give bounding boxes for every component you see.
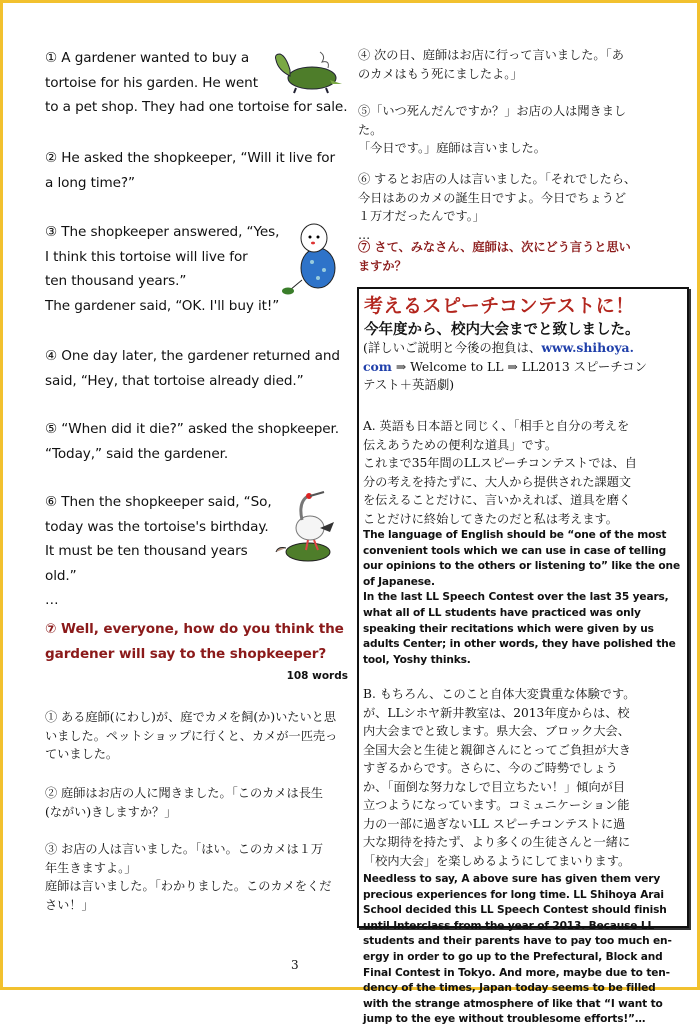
section-a-english [363, 528, 680, 668]
text-line: 「今日です。」庭師は言いました。 [358, 141, 546, 155]
text-line: ていました。 [45, 747, 119, 761]
english-para-5 [45, 417, 339, 466]
intro-end: テスト＋英語劇) [363, 377, 455, 392]
text-line: 伝えあうための便利な道具」です。 [363, 437, 558, 452]
text-line: Final Contest in Tokyo. And more, maybe due to ten- [363, 966, 670, 979]
text-line: 庭師は言いました。「わかりました。このカメをくだ [45, 879, 332, 893]
text-line: ③ お店の人は言いました。「はい。このカメは１万 [45, 842, 324, 856]
text-line: ② 庭師はお店の人に聞きました。「このカメは長生 [45, 786, 324, 800]
japanese-para-5 [358, 102, 626, 158]
japanese-para-2 [45, 784, 323, 821]
text-line: すぎるからです。さらに、今のご時勢でしょう [363, 761, 618, 775]
section-b-english [363, 872, 672, 1028]
text-line: いました。ペットショップに行くと、カメが一匹売っ [45, 728, 338, 743]
text-line: ③ The shopkeeper answered, “Yes, [45, 224, 280, 240]
text-line: ① A gardener wanted to buy a [45, 50, 250, 66]
text-line: what all of LL students have practiced was only [363, 606, 641, 619]
text-line: tortoise for his garden. He went [45, 74, 258, 91]
text-line: 全国大会と生徒と親御さんにとってご負担が大き [363, 742, 631, 757]
text-line: ⑤ “When did it die?” asked the shopkeeper. [45, 421, 339, 437]
notice-title: 考えるスピーチコンテストに！ [364, 295, 635, 317]
text-line: a long time?” [45, 174, 135, 191]
text-line: Needless to say, A above sure has given them very [363, 873, 661, 885]
text-line: ⑦ さて、みなさん、庭師は、次にどう言うと思い [358, 240, 631, 254]
section-a-japanese [363, 417, 637, 528]
page-number: 3 [291, 958, 299, 972]
text-line: A. 英語も日本語と同じく、「相手と自分の考えを [363, 419, 630, 433]
text-line: 分の考えを持たずに、大人から提供された課題文 [363, 474, 632, 489]
japanese-question [358, 238, 631, 275]
japanese-para-3 [45, 840, 331, 914]
text-line: precious experiences for long time. LL Shihoya Arai [363, 888, 664, 901]
section-b-japanese [363, 685, 635, 870]
text-line: “Today,” said the gardener. [45, 445, 229, 462]
text-line: adults Center; in other words, they have polished the [363, 638, 676, 651]
text-line: In the last LL Speech Contest over the last 35 years, [363, 591, 669, 604]
text-line: か、「面倒な努力なしで目立ちたい！」傾向が目 [363, 779, 626, 794]
text-line: old.” [45, 567, 77, 584]
japanese-para-6 [358, 170, 636, 244]
text-line: のカメはもう死にましたよ。」 [358, 66, 523, 81]
text-line: of Japanese. [363, 575, 435, 588]
text-line: ことだけに終始してきたのだと私は考えます。 [363, 511, 618, 526]
text-line: さい！」 [45, 897, 94, 912]
text-line: gardener will say to the shopkeeper? [45, 645, 327, 662]
text-line: ② He asked the shopkeeper, “Will it live for [45, 150, 335, 166]
text-line: The language of English should be “one of the most [363, 529, 667, 541]
text-line: It must be ten thousand years [45, 543, 248, 559]
speech-contest-notice [357, 287, 689, 1026]
text-line: students and their parents have to pay too much en- [363, 935, 672, 948]
text-line: ten thousand years.” [45, 273, 187, 289]
person-walking-tortoise-illustration [282, 218, 352, 296]
text-line: convenient tools which we can use in case of telling [363, 544, 667, 557]
text-line: ergy in order to go up to the Prefectural, Block and [363, 950, 663, 963]
text-line: 「校内大会」を楽しめるようにしてまいります。 [363, 853, 631, 868]
text-line: ⑥ Then the shopkeeper said, “So, [45, 494, 272, 510]
website-link[interactable]: www.shihoya. [541, 340, 634, 355]
text-line: 今日はあのカメの誕生日ですよ。今日でちょうど [358, 190, 627, 205]
text-line: I think this tortoise will live for [45, 248, 248, 265]
text-line: our opinions to the others or listening to” like the one [363, 560, 680, 573]
text-line: speaking their recitations which were given by us [363, 622, 654, 635]
text-line: が、LLシホヤ新井教室は、2013年度からは、校 [363, 705, 630, 720]
text-line: School decided this LL Speech Contest should finish [363, 904, 667, 917]
text-line: ますか？ [358, 258, 407, 273]
text-line: １万才だったんです。」 [358, 209, 485, 223]
text-line: B. もちろん、このこと自体大変貴重な体験です。 [363, 687, 636, 701]
text-line: た。 [358, 122, 383, 137]
text-line: said, “Hey, that tortoise already died.” [45, 372, 304, 389]
text-line: 立つようになっています。コミュニケーション能 [363, 798, 630, 812]
text-line: … [358, 227, 371, 242]
text-line: ④ 次の日、庭師はお店に行って言いました。「あ [358, 48, 624, 62]
text-line: … [45, 592, 59, 608]
text-line: ⑤「いつ死んだんですか？」お店の人は聞きまし [358, 104, 627, 118]
word-count: 108 words [286, 670, 348, 682]
text-line: until Interclass from the year of 2013. Because LL [363, 919, 655, 932]
text-line: 内大会までと致します。県大会、ブロック大会、 [363, 724, 630, 738]
text-line: tool, Yoshy thinks. [363, 653, 471, 666]
notice-intro [363, 339, 647, 395]
text-line: を伝えることだけに、言いかえれば、道具を磨く [363, 493, 632, 507]
english-para-4 [45, 344, 340, 393]
crane-on-tortoise-illustration [272, 490, 348, 568]
text-line: today was the tortoise's birthday. [45, 518, 269, 535]
english-question [45, 617, 344, 666]
text-line: ④ One day later, the gardener returned and [45, 348, 340, 364]
website-link-cont[interactable]: com [363, 358, 392, 374]
tortoise-illustration [268, 48, 344, 94]
text-line: これまで35年間のLLスピーチコンテストでは、自 [363, 456, 637, 470]
text-line: The gardener said, “OK. I'll buy it!” [45, 297, 280, 314]
intro-path: ⇒ Welcome to LL ⇒ LL2013 スピーチコン [391, 358, 647, 374]
text-line: 年生きますよ。」 [45, 860, 137, 875]
text-line: 大な期待を持たず、より多くの生徒さんと一緒に [363, 835, 631, 849]
english-para-3 [45, 220, 279, 318]
english-para-2 [45, 146, 335, 195]
japanese-para-4 [358, 46, 624, 83]
text-line: (ながい)きしますか？」 [45, 804, 177, 819]
text-line: ⑥ するとお店の人は言いました。「それでしたら、 [358, 172, 637, 186]
japanese-para-1 [45, 708, 337, 764]
text-line: with the strange atmosphere of like that “I want to [363, 997, 663, 1010]
notice-subtitle: 今年度から、校内大会までと致しました。 [364, 322, 640, 338]
text-line: jump to the eye without troublesome efforts!”… [363, 1013, 646, 1026]
text-line: ① ある庭師(にわし)が、庭でカメを飼(か)いたいと思 [45, 710, 337, 724]
text-line: dency of the times, Japan today seems to be filled [363, 982, 656, 995]
text-line: 力の一部に過ぎないLL スピーチコンテストに過 [363, 816, 626, 831]
text-line: to a pet shop. They had one tortoise for sale. [45, 99, 348, 115]
english-para-6 [45, 490, 272, 613]
text-line: ⑦ Well, everyone, how do you think the [45, 621, 344, 637]
intro-text: (詳しいご説明と今後の抱負は、 [363, 340, 542, 355]
